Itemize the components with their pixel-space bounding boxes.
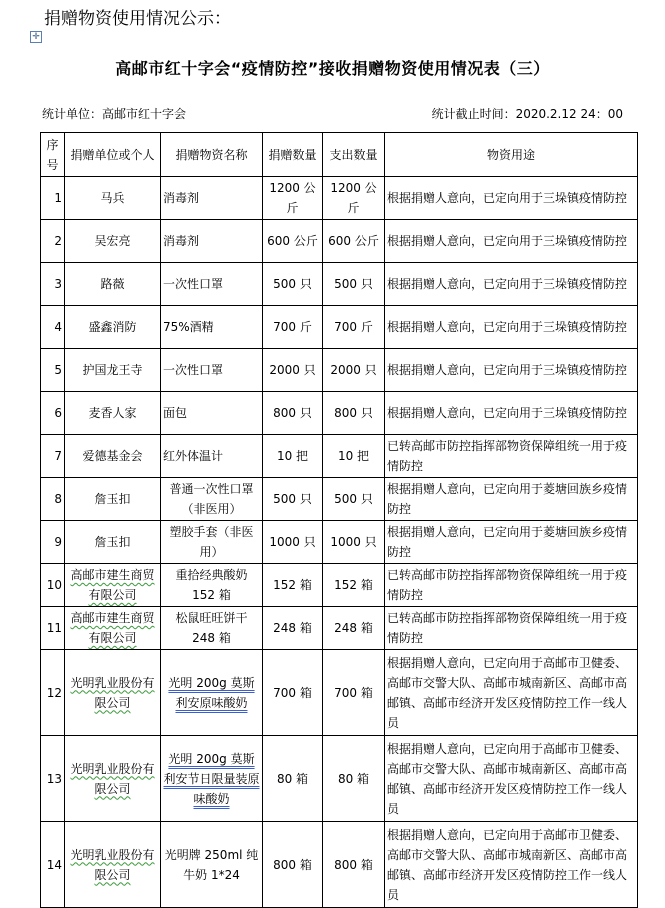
- table-row: [41, 822, 638, 908]
- row-usage: 根据捐赠人意向，已定向用于高邮市卫健委、高邮市交警大队、高邮市城南新区、高邮市高邮镇、高邮市经济开发区疫情防控工作一线人员: [385, 822, 638, 908]
- row-item: 75%酒精: [161, 306, 263, 349]
- row-donor: 吴宏亮: [65, 220, 161, 263]
- table-row: [41, 392, 638, 435]
- row-no: 9: [41, 521, 65, 564]
- row-donor: [65, 822, 161, 908]
- row-donor: 马兵: [65, 177, 161, 220]
- row-donor: [65, 607, 161, 650]
- row-usage: 根据捐赠人意向，已定向用于三垛镇疫情防控: [385, 263, 638, 306]
- row-quantity: 700 斤: [263, 306, 323, 349]
- row-donor-text: 光明乳业股份有限公司: [70, 761, 155, 796]
- row-outgoing: 80 箱: [323, 736, 385, 822]
- page-caption: 捐赠物资使用情况公示：: [44, 9, 231, 29]
- row-item: [161, 736, 263, 822]
- row-outgoing: 800 箱: [323, 822, 385, 908]
- header-outgoing: 支出数量: [323, 133, 385, 177]
- row-donor-text: 光明乳业股份有限公司: [70, 675, 155, 710]
- row-outgoing: 700 箱: [323, 650, 385, 736]
- row-usage: 已转高邮市防控指挥部物资保障组统一用于疫情防控: [385, 435, 638, 478]
- row-outgoing: 500 只: [323, 263, 385, 306]
- row-usage: 根据捐赠人意向，已定向用于高邮市卫健委、高邮市交警大队、高邮市城南新区、高邮市高邮镇、高邮市经济开发区疫情防控工作一线人员: [385, 650, 638, 736]
- row-outgoing: 600 公斤: [323, 220, 385, 263]
- row-no: 2: [41, 220, 65, 263]
- table-row: [41, 306, 638, 349]
- row-quantity: 10 把: [263, 435, 323, 478]
- row-donor: [65, 564, 161, 607]
- row-no: 8: [41, 478, 65, 521]
- row-outgoing: 2000 只: [323, 349, 385, 392]
- row-donor: 盛鑫消防: [65, 306, 161, 349]
- row-no: 6: [41, 392, 65, 435]
- row-donor: 麦香人家: [65, 392, 161, 435]
- row-quantity: 1000 只: [263, 521, 323, 564]
- header-item: 捐赠物资名称: [161, 133, 263, 177]
- row-item: 红外体温计: [161, 435, 263, 478]
- row-no: 10: [41, 564, 65, 607]
- row-usage: 根据捐赠人意向，已定向用于菱塘回族乡疫情防控: [385, 478, 638, 521]
- row-item: 光明牌 250ml 纯牛奶 1*24: [161, 822, 263, 908]
- row-quantity: 700 箱: [263, 650, 323, 736]
- row-outgoing: 1200 公斤: [323, 177, 385, 220]
- row-item: 重拾经典酸奶 152 箱: [161, 564, 263, 607]
- row-quantity: 152 箱: [263, 564, 323, 607]
- row-outgoing: 800 只: [323, 392, 385, 435]
- row-donor: [65, 736, 161, 822]
- row-no: 5: [41, 349, 65, 392]
- row-no: 12: [41, 650, 65, 736]
- header-donor: 捐赠单位或个人: [65, 133, 161, 177]
- row-no: 13: [41, 736, 65, 822]
- header-quantity: 捐赠数量: [263, 133, 323, 177]
- row-donor: 詹玉扣: [65, 478, 161, 521]
- row-item: 普通一次性口罩（非医用）: [161, 478, 263, 521]
- row-donor: 詹玉扣: [65, 521, 161, 564]
- row-usage: 已转高邮市防控指挥部物资保障组统一用于疫情防控: [385, 607, 638, 650]
- row-quantity: 2000 只: [263, 349, 323, 392]
- row-outgoing: 1000 只: [323, 521, 385, 564]
- row-outgoing: 152 箱: [323, 564, 385, 607]
- row-item: 一次性口罩: [161, 263, 263, 306]
- row-item: 松鼠旺旺饼干 248 箱: [161, 607, 263, 650]
- row-item: 消毒剂: [161, 220, 263, 263]
- table-header-row: [41, 133, 638, 177]
- table-row: [41, 478, 638, 521]
- row-item-text: 光明 200g 莫斯利安节日限量装原味酸奶: [163, 751, 260, 806]
- row-outgoing: 248 箱: [323, 607, 385, 650]
- table-row: [41, 349, 638, 392]
- table-row: [41, 435, 638, 478]
- row-usage: 根据捐赠人意向，已定向用于三垛镇疫情防控: [385, 220, 638, 263]
- row-quantity: 80 箱: [263, 736, 323, 822]
- row-no: 4: [41, 306, 65, 349]
- row-usage: 已转高邮市防控指挥部物资保障组统一用于疫情防控: [385, 564, 638, 607]
- row-quantity: 1200 公斤: [263, 177, 323, 220]
- row-outgoing: 700 斤: [323, 306, 385, 349]
- row-quantity: 500 只: [263, 478, 323, 521]
- table-row: [41, 263, 638, 306]
- row-donor-text: 光明乳业股份有限公司: [70, 847, 155, 882]
- row-outgoing: 10 把: [323, 435, 385, 478]
- row-donor: 爱德基金会: [65, 435, 161, 478]
- row-item-text: 光明 200g 莫斯利安原味酸奶: [168, 675, 255, 710]
- row-item: 塑胶手套（非医用）: [161, 521, 263, 564]
- row-usage: 根据捐赠人意向，已定向用于三垛镇疫情防控: [385, 392, 638, 435]
- row-item: [161, 650, 263, 736]
- header-no: 序号: [41, 133, 65, 177]
- donation-table: [40, 132, 638, 908]
- row-quantity: 248 箱: [263, 607, 323, 650]
- row-usage: 根据捐赠人意向，已定向用于三垛镇疫情防控: [385, 177, 638, 220]
- row-donor-text: 高邮市建生商贸有限公司: [70, 611, 155, 645]
- row-donor: 护国龙王寺: [65, 349, 161, 392]
- table-move-handle-icon[interactable]: ✛: [30, 31, 42, 43]
- row-quantity: 600 公斤: [263, 220, 323, 263]
- row-item: 一次性口罩: [161, 349, 263, 392]
- table-row: [41, 607, 638, 650]
- document-title: 高邮市红十字会“疫情防控”接收捐赠物资使用情况表（三）: [115, 59, 550, 78]
- row-no: 7: [41, 435, 65, 478]
- table-row: [41, 650, 638, 736]
- table-row: [41, 564, 638, 607]
- row-no: 11: [41, 607, 65, 650]
- row-no: 1: [41, 177, 65, 220]
- row-donor-text: 高邮市建生商贸有限公司: [70, 568, 155, 602]
- row-outgoing: 500 只: [323, 478, 385, 521]
- row-donor: [65, 650, 161, 736]
- table-row: [41, 220, 638, 263]
- row-item: 面包: [161, 392, 263, 435]
- row-no: 14: [41, 822, 65, 908]
- statistics-unit: 统计单位：高邮市红十字会: [42, 107, 187, 121]
- header-usage: 物资用途: [385, 133, 638, 177]
- row-donor: 路薇: [65, 263, 161, 306]
- row-usage: 根据捐赠人意向，已定向用于高邮市卫健委、高邮市交警大队、高邮市城南新区、高邮市高邮镇、高邮市经济开发区疫情防控工作一线人员: [385, 736, 638, 822]
- row-usage: 根据捐赠人意向，已定向用于三垛镇疫情防控: [385, 349, 638, 392]
- row-item: 消毒剂: [161, 177, 263, 220]
- table-row: [41, 521, 638, 564]
- statistics-deadline: 统计截止时间：2020.2.12 24：00: [431, 107, 623, 121]
- row-usage: 根据捐赠人意向，已定向用于三垛镇疫情防控: [385, 306, 638, 349]
- row-quantity: 800 只: [263, 392, 323, 435]
- row-quantity: 500 只: [263, 263, 323, 306]
- row-quantity: 800 箱: [263, 822, 323, 908]
- table-row: [41, 177, 638, 220]
- row-usage: 根据捐赠人意向，已定向用于菱塘回族乡疫情防控: [385, 521, 638, 564]
- row-no: 3: [41, 263, 65, 306]
- table-row: [41, 736, 638, 822]
